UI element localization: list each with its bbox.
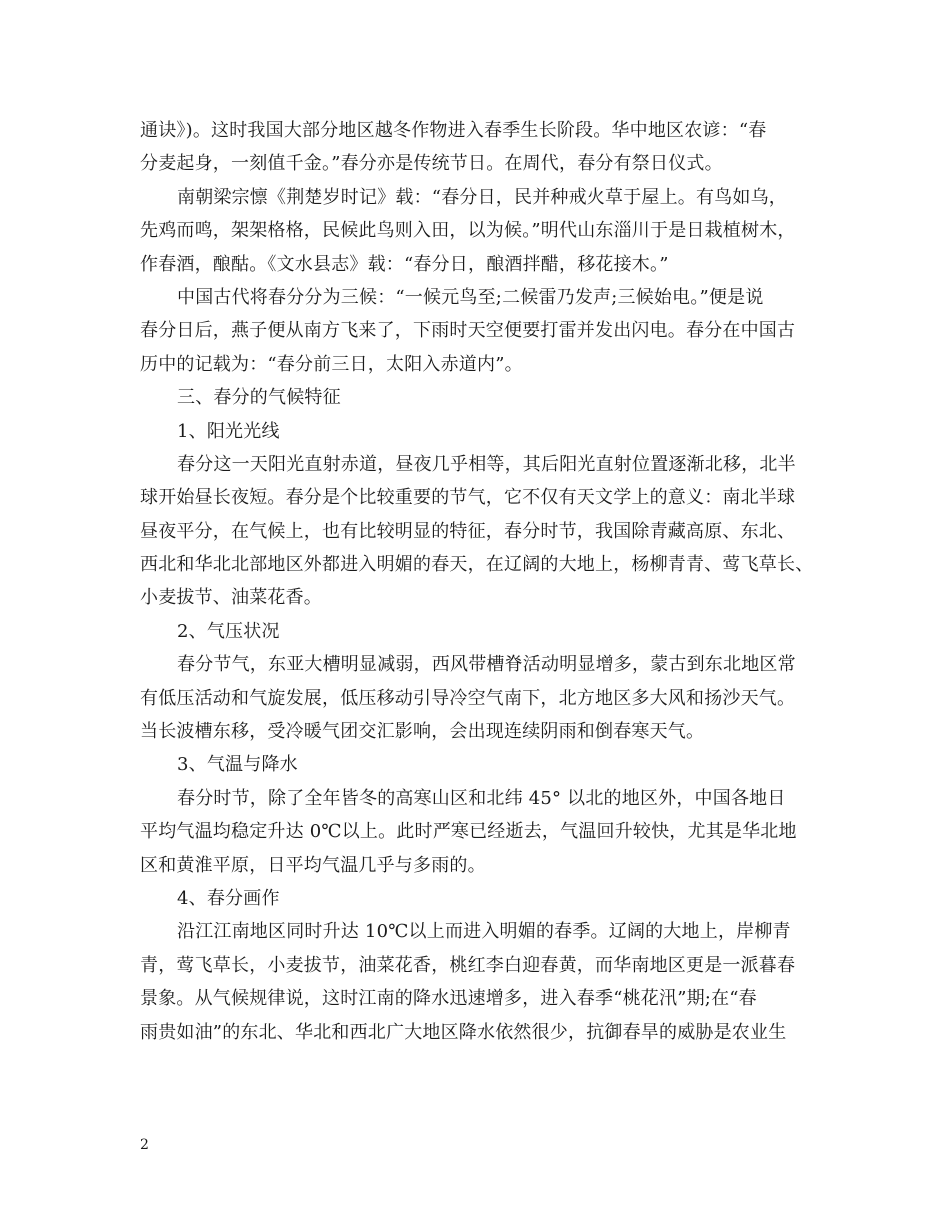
text-line: 雨贵如油”的东北、华北和西北广大地区降水依然很少，抗御春旱的威胁是农业生 [140,1021,787,1043]
document-body [140,114,826,1049]
text-line: 历中的记载为：“春分前三日，太阳入赤道内”。 [140,353,523,375]
text-line: 昼夜平分，在气候上，也有比较明显的特征，春分时节，我国除青藏高原、东北、 [140,520,796,542]
text-line: 西北和华北北部地区外都进入明媚的春天，在辽阔的大地上，杨柳青青、莺飞草长、 [140,554,814,576]
text-line: 春分节气，东亚大槽明显减弱，西风带槽脊活动明显增多，蒙古到东北地区常 [177,654,796,676]
text-line: 南朝梁宗懔《荆楚岁时记》载：“春分日，民并种戒火草于屋上。有鸟如乌， [177,186,787,208]
text-line: 球开始昼长夜短。春分是个比较重要的节气，它不仅有天文学上的意义：南北半球 [140,487,796,509]
text-line: 当长波槽东移，受冷暖气团交汇影响，会出现连续阴雨和倒春寒天气。 [140,721,705,743]
text-line: 小麦拔节、油菜花香。 [140,587,322,609]
text-line: 景象。从气候规律说，这时江南的降水迅速增多，进入春季“桃花汛”期;在“春 [140,988,757,1010]
text-line: 3、气温与降水 [177,754,298,776]
text-line: 沿江江南地区同时升达 10℃以上而进入明媚的春季。辽阔的大地上，岸柳青 [177,921,791,943]
text-line: 区和黄淮平原，日平均气温几乎与多雨的。 [140,854,486,876]
text-line: 三、春分的气候特征 [177,387,341,409]
text-line: 4、春分画作 [177,887,280,909]
text-line: 作春酒，酿酤。《文水县志》载：“春分日，酿酒拌醋，移花接木。” [140,253,669,275]
text-line: 先鸡而鸣，架架格格，民候此鸟则入田，以为候。”明代山东淄川于是日栽植树木， [140,220,796,242]
text-line: 有低压活动和气旋发展，低压移动引导冷空气南下，北方地区多大风和扬沙天气。 [140,687,796,709]
text-line: 2、气压状况 [177,620,280,642]
text-line: 春分这一天阳光直射赤道，昼夜几乎相等，其后阳光直射位置逐渐北移，北半 [177,453,796,475]
text-line: 青，莺飞草长，小麦拔节，油菜花香，桃红李白迎春黄，而华南地区更是一派暮春 [140,954,796,976]
text-line: 春分时节，除了全年皆冬的高寒山区和北纬 45° 以北的地区外，中国各地日 [177,787,786,809]
text-line: 春分日后，燕子便从南方飞来了，下雨时天空便要打雷并发出闪电。春分在中国古 [140,320,796,342]
text-line: 1、阳光光线 [177,420,280,442]
page-number: 2 [140,1137,149,1153]
text-line: 平均气温均稳定升达 0℃以上。此时严寒已经逝去，气温回升较快，尤其是华北地 [140,821,797,843]
text-line: 分麦起身，一刻值千金。”春分亦是传统节日。在周代，春分有祭日仪式。 [140,153,723,175]
text-line: 通诀》)。这时我国大部分地区越冬作物进入春季生长阶段。华中地区农谚：“春 [140,120,767,141]
text-line: 中国古代将春分分为三候：“一候元鸟至;二候雷乃发声;三候始电。”便是说 [177,286,764,308]
